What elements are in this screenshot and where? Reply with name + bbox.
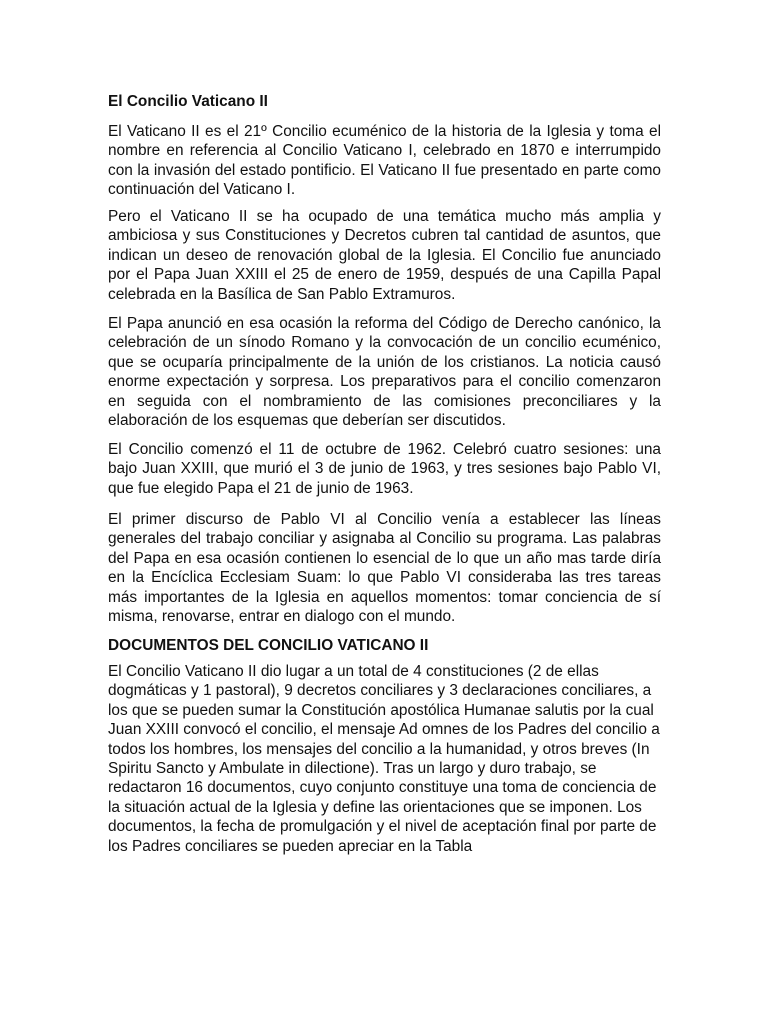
paragraph-2: Pero el Vaticano II se ha ocupado de una temática mucho más amplia y ambiciosa y sus Constituciones y Decretos cubren tal cantidad de asuntos, que indican un deseo de renovación global de la Iglesia. El Concilio fue anunciado por el Papa Juan XXIII el 25 de enero de 1959, después de una Capilla Papal celebrada en la Basílica de San Pablo Extramuros. [108, 208, 661, 303]
section-heading: DOCUMENTOS DEL CONCILIO VATICANO II [108, 637, 429, 654]
paragraph-4: El Concilio comenzó el 11 de octubre de 1962. Celebró cuatro sesiones: una bajo Juan XXIII, que murió el 3 de junio de 1963, y tres sesiones bajo Pablo VI, que fue elegido Papa el 21 de junio de 1963. [108, 441, 661, 497]
section-paragraph: El Concilio Vaticano II dio lugar a un total de 4 constituciones (2 de ellas dogmáticas y 1 pastoral), 9 decretos conciliares y 3 declaraciones conciliares, a los que se pueden sumar la Constitución apostólica Humanae salutis por la cual Juan XXIII convocó el concilio, el mensaje Ad omnes de los Padres del concilio a todos los hombres, los mensajes del concilio a la humanidad, y otros breves (In Spiritu Sancto y Ambulate in dilectione). Tras un largo y duro trabajo, se redactaron 16 documentos, cuyo conjunto constituye una toma de conciencia de la situación actual de la Iglesia y define las orientaciones que se imponen. Los documentos, la fecha de promulgación y el nivel de aceptación final por parte de los Padres conciliares se pueden apreciar en la Tabla [108, 663, 660, 855]
paragraph-5: El primer discurso de Pablo VI al Concilio venía a establecer las líneas generales del trabajo conciliar y asignaba al Concilio su programa. Las palabras del Papa en esa ocasión contienen lo esencial de lo que un año mas tarde diría en la Encíclica Ecclesiam Suam: lo que Pablo VI consideraba las tres tareas más importantes de la Iglesia en aquellos momentos: tomar conciencia de sí misma, renovarse, entrar en dialogo con el mundo. [108, 511, 661, 626]
document-title: El Concilio Vaticano II [108, 93, 268, 110]
paragraph-1: El Vaticano II es el 21º Concilio ecuménico de la historia de la Iglesia y toma el nombre en referencia al Concilio Vaticano I, celebrado en 1870 e interrumpido con la invasión del estado pontificio. El Vaticano II fue presentado en parte como continuación del Vaticano I. [108, 123, 661, 199]
paragraph-3: El Papa anunció en esa ocasión la reforma del Código de Derecho canónico, la celebración de un sínodo Romano y la convocación de un concilio ecuménico, que se ocuparía principalmente de la unión de los cristianos. La noticia causó enorme expectación y sorpresa. Los preparativos para el concilio comenzaron en seguida con el nombramiento de las comisiones preconciliares y la elaboración de los esquemas que deberían ser discutidos. [108, 315, 661, 430]
